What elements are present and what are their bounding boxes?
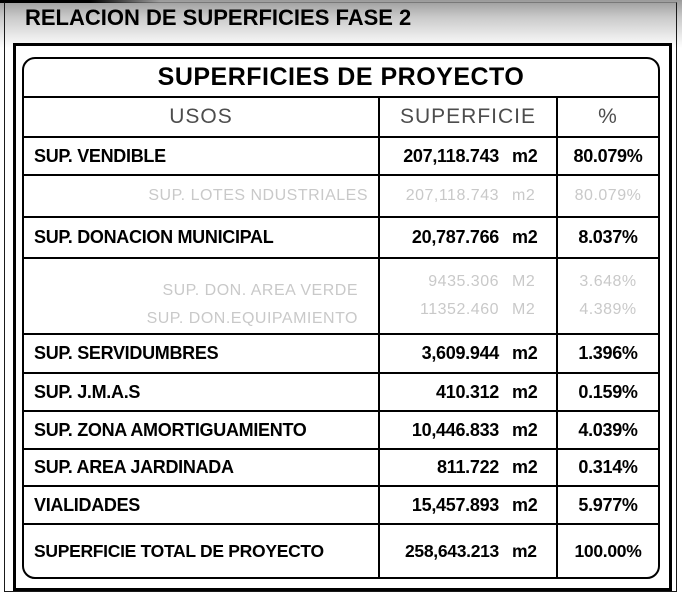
superficie-value: 15,457.893 m2 [380,487,558,523]
unit-label: m2 [512,227,538,247]
table-row-vialidades [24,487,658,525]
table-row-sup-servidumbres [24,335,658,374]
uso-label: SUP. AREA JARDINADA [24,450,380,485]
percent-value: 80.079% [574,187,642,204]
header-superficie: SUPERFICIE [380,98,558,136]
uso-label: SUP. DONACION MUNICIPAL [24,218,380,257]
unit-label: m2 [512,381,538,402]
percent-value: 3.648% [579,273,637,290]
table-row-sup-zona-amortiguamiento [24,412,658,450]
percent-value: 100.00% [574,540,642,561]
header-percent: % [598,105,618,128]
percent-value: 8.037% [578,227,638,247]
uso-label: SUP. ZONA AMORTIGUAMIENTO [24,412,380,448]
uso-label-group [24,259,380,333]
table-row-sup-donacion-municipal [24,218,658,259]
uso-label: SUP. DON.EQUIPAMIENTO [146,310,358,327]
unit-label: M2 [512,301,536,318]
table-row-sup-donacion-detail [24,259,658,335]
unit-label: m2 [512,419,538,440]
uso-label: SUP. J.M.A.S [24,374,380,410]
superficie-value: 207,118.743 m2 [380,176,558,216]
percent-value: 0.159% [578,381,638,402]
table-row-superficie-total [24,525,658,577]
superficie-value: 20,787.766 m2 [380,218,558,257]
uso-label: VIALIDADES [24,487,380,523]
table-row-sup-vendible [24,138,658,176]
uso-label: SUP. SERVIDUMBRES [24,335,380,372]
percent-value-group [558,259,658,333]
unit-label: m2 [512,187,536,204]
table-row-sup-area-jardinada [24,450,658,487]
superficie-value: 410.312 m2 [380,374,558,410]
unit-label: m2 [512,540,537,561]
unit-label: m2 [512,343,538,363]
superficie-value: 3,609.944 m2 [380,335,558,372]
surface-table [22,57,660,579]
table-header-row [24,98,658,138]
superficie-value-group: 9435.306 M2 11352.460 M2 [380,259,558,333]
header-usos: USOS [24,98,380,136]
uso-label: SUP. VENDIBLE [24,138,380,174]
percent-value: 4.389% [579,301,637,318]
superficie-value: 10,446.833 m2 [380,412,558,448]
uso-label: SUP. LOTES NDUSTRIALES [24,176,380,216]
unit-label: M2 [512,273,536,290]
percent-value: 80.079% [573,145,643,166]
table-row-sup-lotes-industriales [24,176,658,218]
superficie-value: 258,643.213 m2 [380,525,558,577]
unit-label: m2 [512,457,538,477]
superficie-value: 207,118.743 m2 [380,138,558,174]
percent-value: 4.039% [578,419,638,440]
table-row-sup-jmas [24,374,658,412]
unit-label: m2 [512,494,538,515]
percent-value: 1.396% [578,343,638,363]
percent-value: 5.977% [578,494,638,515]
table-title: SUPERFICIES DE PROYECTO [24,59,658,98]
percent-value: 0.314% [578,457,638,477]
page-title: RELACION DE SUPERFICIES FASE 2 [25,5,412,30]
unit-label: m2 [512,145,538,166]
uso-label: SUP. DON. AREA VERDE [162,282,358,299]
uso-label: SUPERFICIE TOTAL DE PROYECTO [24,525,380,577]
superficie-value: 811.722 m2 [380,450,558,485]
